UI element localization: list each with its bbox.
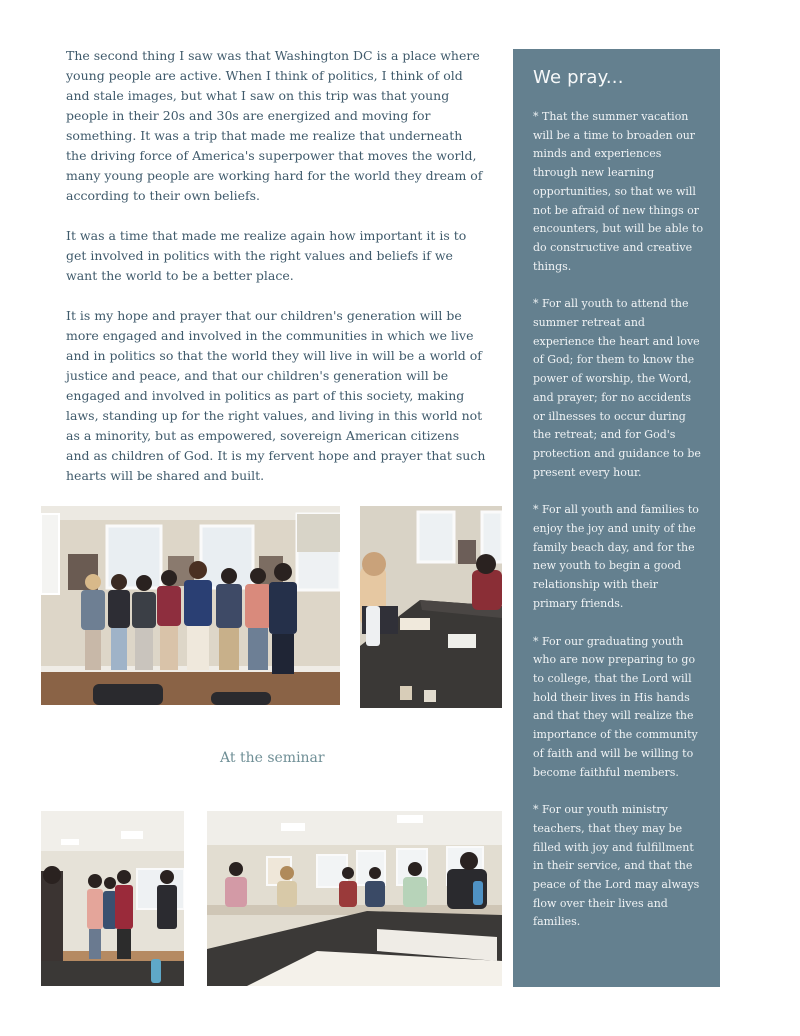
prayer-item: * For all youth to attend the summer retreat and experience the heart and love of God; for them to know the power of worship, the Word, and prayer; for no accidents or illnesses to occur during the retreat; and for God's protection and guidance to be present every hour. [533,297,701,479]
prayer-sidebar [513,49,720,987]
prayer-item: * For our youth ministry teachers, that they may be filled with joy and fulfillment in their service, and that the peace of the Lord may always flow over their lives and families. [533,803,700,929]
classroom-seated-photo [207,811,502,986]
prayer-item: * For all youth and families to enjoy the joy and unity of the family beach day, and for the new youth to begin a good relationship with their primary friends. [533,503,699,610]
prayer-item: * For our graduating youth who are now preparing to go to college, that the Lord will hold their lives in His hands and that they will realize the importance of the community of faith and will be willing to become faithful members. [533,634,698,779]
photo-caption: At the seminar [220,750,325,766]
article-body [66,46,486,506]
paragraph-3: It is my hope and prayer that our children's generation will be more engaged and involved in the communities in which we live and in politics so that the world they will live in will be a world of justice and peace, and that our children's generation will be engaged and involved in politics as part of this society, making laws, standing up for the right values, and living in this world not as a minority, but as empowered, sovereign American citizens and as children of God. It is my fervent hope and prayer that such hearts will be shared and built. [66,308,486,483]
paragraph-1: The second thing I saw was that Washington DC is a place where young people are active. When I think of politics, I think of old and stale images, but what I saw on this trip was that young people in their 20s and 30s are energized and moving for something. It was a trip that made me realize that underneath the driving force of America's superpower that moves the world, many young people are working hard for the world they dream of according to their own beliefs. [66,48,483,203]
sidebar-title: We pray... [533,67,624,88]
meeting-table-photo [360,506,502,708]
prayer-item: * That the summer vacation will be a time to broaden our minds and experiences through new learning opportunities, so that we will not be afraid of new things or encounters, but will be able to do constructive and creative things. [533,110,704,273]
classroom-standing-photo [41,811,184,986]
paragraph-2: It was a time that made me realize again how important it is to get involved in politics with the right values and beliefs if we want the world to be a better place. [66,228,467,283]
group-photo [41,506,340,705]
